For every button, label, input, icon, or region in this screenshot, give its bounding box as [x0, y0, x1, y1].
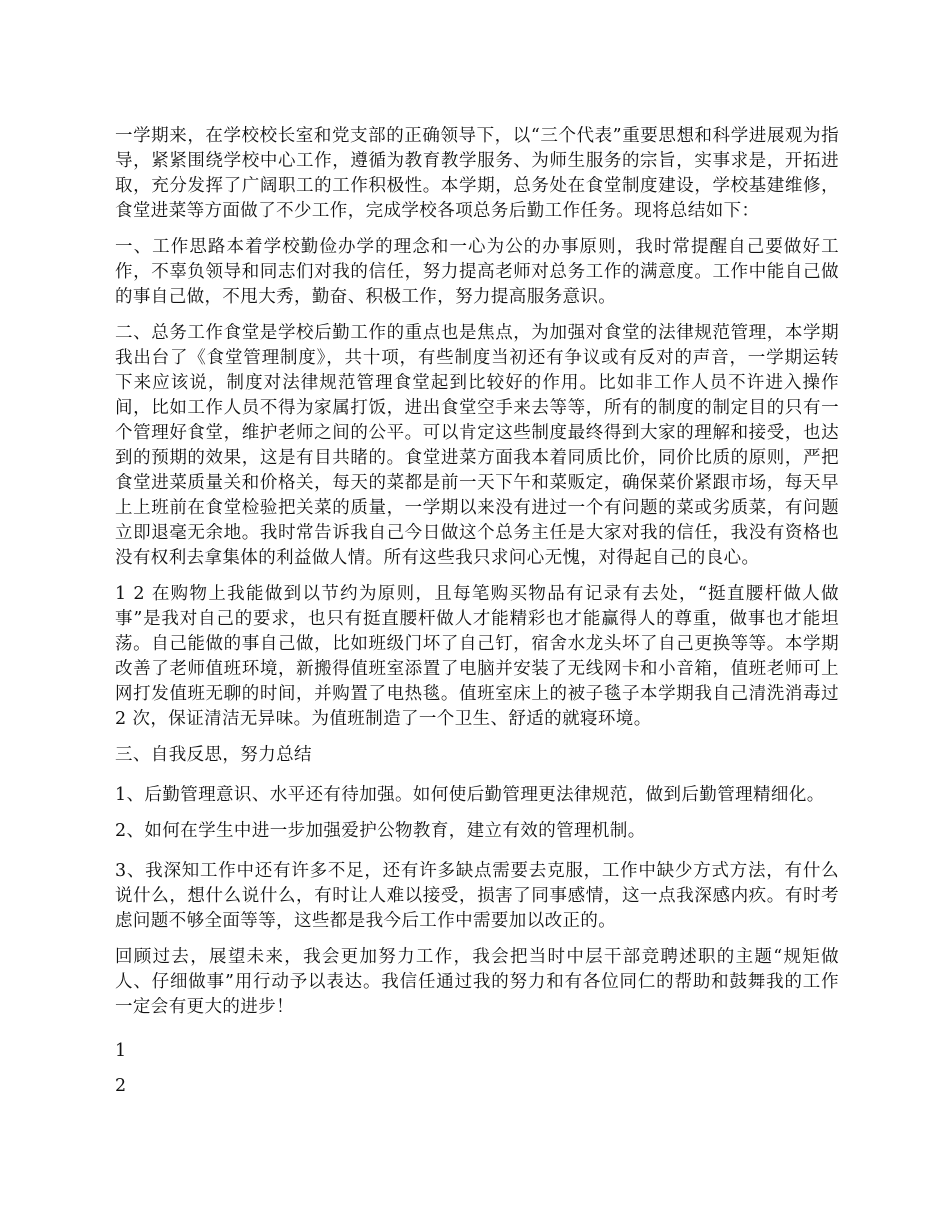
document-body [115, 124, 839, 1109]
reflection-item-2: 2、如何在学生中进一步加强爱护公物教育，建立有效的管理机制。 [115, 821, 646, 841]
section-self-reflection-heading: 三、自我反思，努力总结 [115, 745, 312, 765]
reflection-item-3: 3、我深知工作中还有许多不足，还有许多缺点需要去克服，工作中缺少方式方法，有什么说什么，想什么说什么，有时让人难以接受，损害了同事感情，这一点我深感内疚。有时考虑问题不够全面等等，这些都是我今后工作中需要加以改正的。 [115, 861, 839, 931]
page-number-2: 2 [115, 1076, 127, 1096]
section-work-approach: 一、工作思路本着学校勤俭办学的理念和一心为公的办事原则，我时常提醒自己要做好工作，不辜负领导和同志们对我的信任，努力提高老师对总务工作的满意度。工作中能自己做的事自己做，不甩大秀，勤奋、积极工作，努力提高服务意识。 [115, 237, 839, 307]
section-purchasing: 1 2 在购物上我能做到以节约为原则，且每笔购买物品有记录有去处，“挺直腰杆做人做事”是我对自己的要求，也只有挺直腰杆做人才能精彩也才能赢得人的尊重，做事也才能坦荡。自己能做的事自己做，比如班级门坏了自己钉，宿舍水龙头坏了自己更换等等。本学期改善了老师值班环境，新搬得值班室添置了电脑并安装了无线网卡和小音箱，值班老师可上网打发值班无聊的时间，并购置了电热毯。值班室床上的被子毯子本学期我自己清洗消毒过 2 次，保证清洁无异味。为值班制造了一个卫生、舒适的就寝环境。 [115, 584, 839, 729]
closing-paragraph: 回顾过去，展望未来，我会更加努力工作，我会把当时中层干部竞聘述职的主题“规矩做人、仔细做事”用行动予以表达。我信任通过我的努力和有各位同仁的帮助和鼓舞我的工作一定会有更大的进步！ [115, 947, 839, 1017]
reflection-item-1: 1、后勤管理意识、水平还有待加强。如何使后勤管理更法律规范，做到后勤管理精细化。 [115, 785, 825, 805]
intro-paragraph: 一学期来，在学校校长室和党支部的正确领导下，以“三个代表”重要思想和科学进展观为指导，紧紧围绕学校中心工作，遵循为教育教学服务、为师生服务的宗旨，实事求是，开拓进取，充分发挥了广阔职工的工作积极性。本学期，总务处在食堂制度建设，学校基建维修，食堂进菜等方面做了不少工作，完成学校各项总务后勤工作任务。现将总结如下： [115, 126, 839, 221]
page-number-1: 1 [115, 1041, 127, 1061]
section-general-affairs: 二、总务工作食堂是学校后勤工作的重点也是焦点，为加强对食堂的法律规范管理，本学期我出台了《食堂管理制度》，共十项，有些制度当初还有争议或有反对的声音，一学期运转下来应该说，制度对法律规范管理食堂起到比较好的作用。比如非工作人员不许进入操作间，比如工作人员不得为家属打饭，进出食堂空手来去等等，所有的制度的制定目的只有一个管理好食堂，维护老师之间的公平。可以肯定这些制度最终得到大家的理解和接受，也达到的预期的效果，这是有目共睹的。食堂进菜方面我本着同质比价，同价比质的原则，严把食堂进菜质量关和价格关，每天的菜都是前一天下午和菜贩定，确保菜价紧跟市场，每天早上上班前在食堂检验把关菜的质量，一学期以来没有进过一个有问题的菜或劣质菜，有问题立即退毫无余地。我时常告诉我自己今日做这个总务主任是大家对我的信任，我没有资格也没有权利去拿集体的利益做人情。所有这些我只求问心无愧，对得起自己的良心。 [115, 323, 839, 568]
